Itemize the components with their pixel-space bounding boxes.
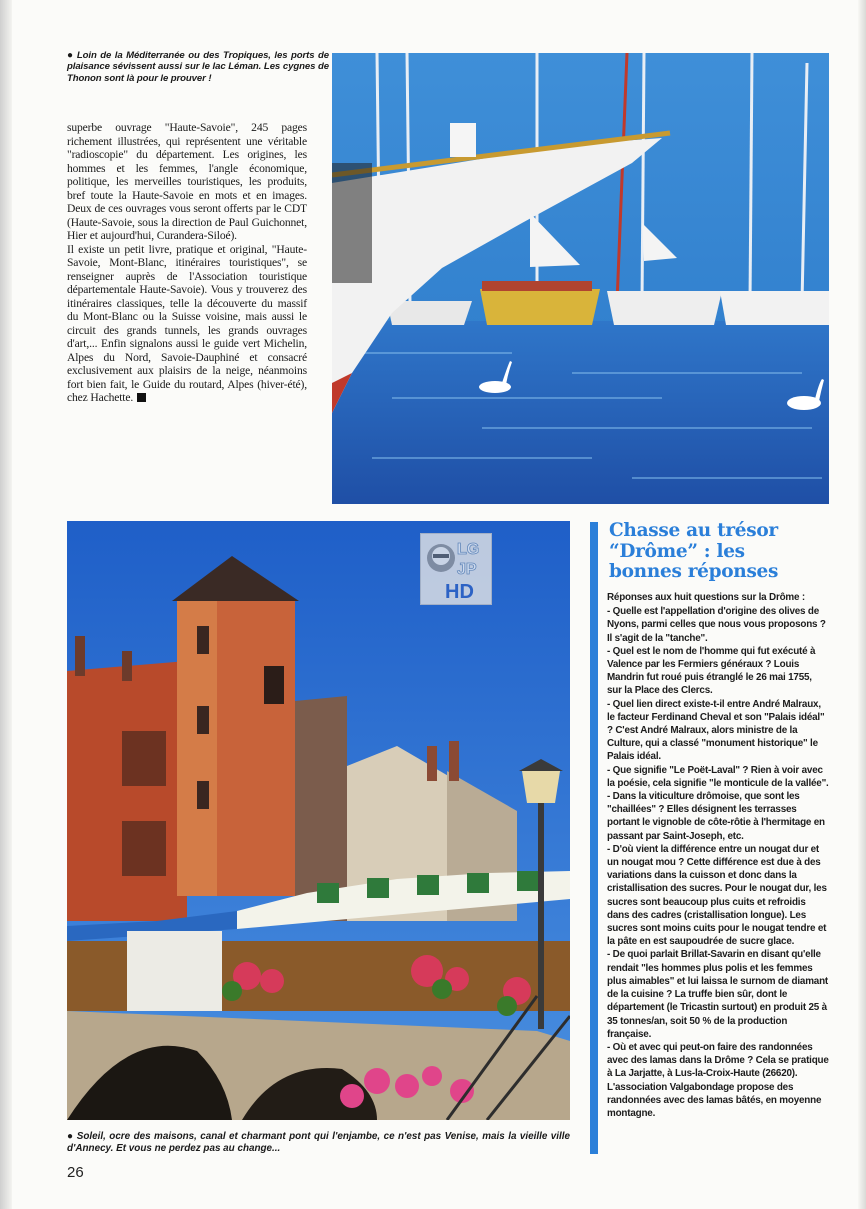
page-shadow-right bbox=[858, 0, 866, 1209]
answer-item: - Dans la viticulture drômoise, que sont les "chaillées" ? Elles désignent les terrasses portant le vignoble de côte-rôtie à l'hermitage en passant par Saint-Joseph, etc. bbox=[607, 791, 825, 842]
answer-item: - Quel lien direct existe-t-il entre André Malraux, le facteur Ferdinand Cheval et son "Palais idéal" ? C'est André Malraux, alors ministre de la Culture, qui a classé "monument historique" le Palais idéal. bbox=[607, 698, 825, 763]
sidebar-intro: Réponses aux huit questions sur la Drôme : bbox=[607, 592, 805, 603]
answer-item: - Où et avec qui peut-on faire des randonnées avec des lamas dans la Drôme ? Cela se pratique à La Jarjatte, à Lus-la-Croix-Haute (26620). L'association Valgabondage propose des randonnées avec des lamas bâtés, en moyenne montagne. bbox=[607, 1041, 829, 1119]
answer-item: - Quelle est l'appellation d'origine des olives de Nyons, parmi celles que nous vous proposons ? Il s'agit de la "tanche". bbox=[607, 606, 826, 644]
sidebar-answers bbox=[607, 591, 829, 1120]
sidebar-accent-bar bbox=[590, 522, 598, 1154]
bullet-icon: ● bbox=[67, 1131, 74, 1142]
logo-line3: HD bbox=[445, 581, 474, 603]
sidebar-title bbox=[609, 521, 831, 583]
article-paragraph: superbe ouvrage "Haute-Savoie", 245 pages richement illustrées, qui représentent une véritable "radioscopie" du département. Les origines, les hommes et les femmes, l'angle économique, politique, les merveilles touristiques, les produits, bref toute la Haute-Savoie en mots et en images. Deux de ces ouvrages vous seront offerts par le CDT (Haute-Savoie, sous la direction de Paul Guichonnet, Hier et aujourd'hui, Curandera-Siloé). bbox=[67, 121, 307, 242]
logo-line1: LG bbox=[457, 541, 480, 558]
page-shadow-left bbox=[0, 0, 12, 1209]
answer-item: - Que signifie "Le Poët-Laval" ? Rien à voir avec la poésie, cela signifie "le monticule de la vallée". bbox=[607, 764, 829, 789]
photo-annecy-old-town bbox=[67, 521, 570, 1120]
sidebar-title-line: “Drôme” : les bbox=[609, 540, 745, 562]
caption-top bbox=[67, 50, 329, 84]
answer-item: - Quel est le nom de l'homme qui fut exécuté à Valence par les Fermiers généraux ? Louis Mandrin fut roué puis étranglé le 26 mai 1755, sur la Place des Clercs. bbox=[607, 645, 816, 697]
bullet-icon: ● bbox=[67, 50, 74, 61]
sidebar-title-line: bonnes réponses bbox=[609, 561, 779, 582]
caption-bottom-text: Soleil, ocre des maisons, canal et charmant pont qui l'enjambe, ce n'est pas Venise, mais la vieille ville d'Annecy. Et vous ne perdez pas au change... bbox=[67, 1131, 570, 1154]
page-number: 26 bbox=[67, 1164, 84, 1181]
logo-line2: JP bbox=[457, 561, 477, 578]
article-paragraph bbox=[67, 243, 307, 405]
answer-item: - D'où vient la différence entre un nougat dur et un nougat mou ? Cette différence est due à des variations dans la cuisson et donc dans la cristallisation des sucres. Pour le nougat dur, les sucres sont beaucoup plus cuits et refroidis dans des cadres (cristallisation longue). Les sucres sont moins cuits pour le nougat tendre et la pâte en est saupoudrée de sucre glace. bbox=[607, 843, 827, 948]
answer-item: - De quoi parlait Brillat-Savarin en disant qu'elle rendait "les hommes plus polis et les femmes plus aimables" et lui laissa le surnom de diamant de la cuisine ? La truffe bien sûr, dont le département (le Tricastin surtout) en produit 25 à 35 tonnes/an, soit 50 % de la production française. bbox=[607, 949, 828, 1040]
sidebar-title-line: Chasse au trésor bbox=[609, 520, 778, 541]
article-paragraph-text: Il existe un petit livre, pratique et original, "Haute-Savoie, Mont-Blanc, itinéraires touristiques", se renseigner auprès de l'Association touristique départementale Haute-Savoie). Vous y trouverez des itinéraires classiques, telle la découverte du massif du Mont-Blanc ou la Suisse voisine, mais aussi le circuit des grands tunnels, les grands ouvrages d'art,... Enfin signalons aussi le guide vert Michelin, Alpes du Nord, Savoie-Dauphiné et consacré exclusivement aux plaisirs de la neige, néanmoins fort bien fait, le Guide du routard, Alpes (hiver-été), chez Hachette. bbox=[67, 242, 307, 404]
caption-bottom bbox=[67, 1131, 570, 1155]
photo-harbor-swans bbox=[332, 53, 829, 504]
end-mark-icon bbox=[137, 393, 146, 402]
watermark-logo bbox=[420, 533, 492, 605]
article-body bbox=[67, 121, 307, 405]
caption-top-text: Loin de la Méditerranée ou des Tropiques, les ports de plaisance sévissent aussi sur le lac Léman. Les cygnes de Thonon sont là pour le prouver ! bbox=[67, 50, 329, 84]
